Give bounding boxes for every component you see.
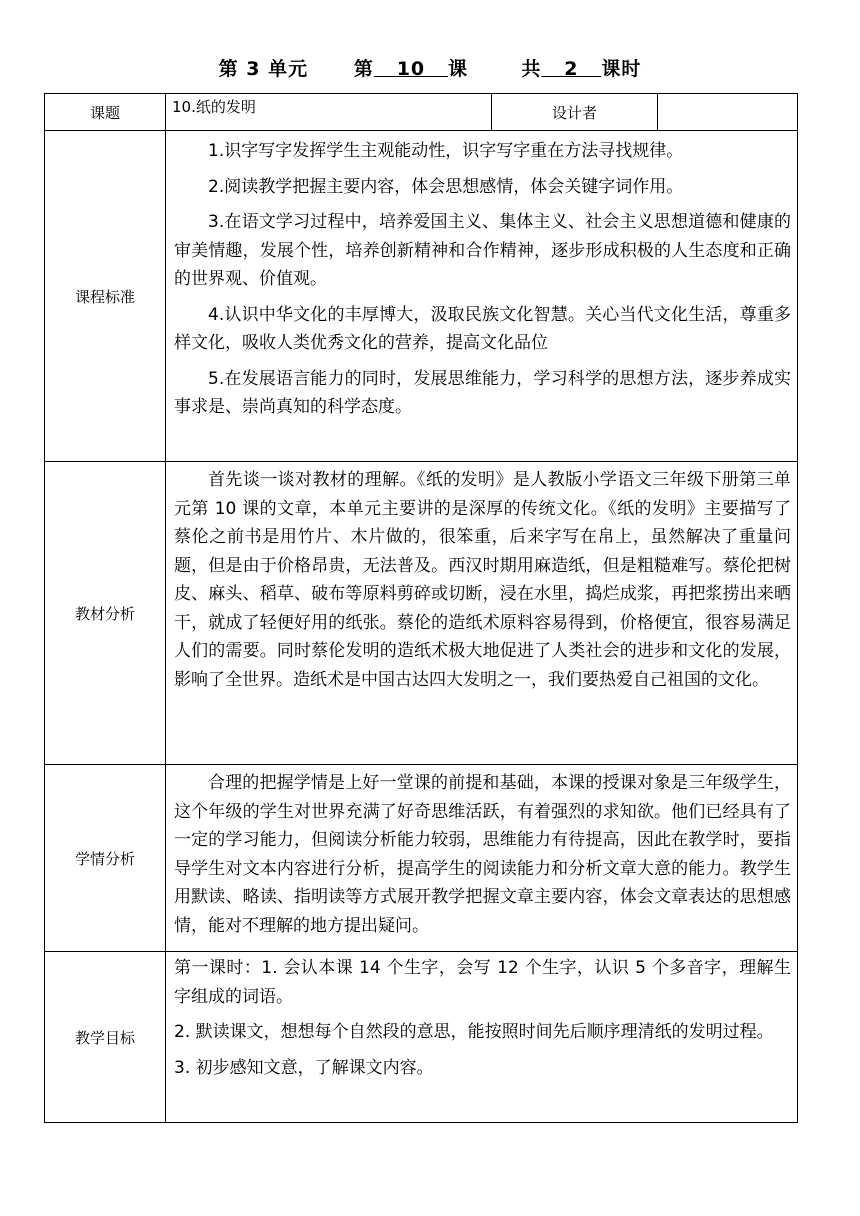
topic-label: 课题 — [45, 94, 166, 131]
material-text: 首先谈一谈对教材的理解。《纸的发明》是人教版小学语文三年级下册第三单元第 10 课的文章，本单元主要讲的是深厚的传统文化。《纸的发明》主要描写了蔡伦之前书是用竹片、木片做的，很笨重，后来字写在帛上，虽然解决了重量问题，但是由于价格昂贵，无法普及。西汉时期用麻造纸，但是粗糙难写。蔡伦把树皮、麻头、稻草、破布等原料剪碎或切断，浸在水里，捣烂成浆，再把浆捞出来晒干，就成了轻便好用的纸张。蔡伦的造纸术原料容易得到，价格便宜，很容易满足人们的需要。同时蔡伦发明的造纸术极大地促进了人类社会的进步和文化的发展，影响了全世界。造纸术是中国古达四大发明之一，我们要热爱自己祖国的文化。 — [174, 470, 791, 690]
designer-value — [658, 94, 798, 131]
topic-value: 10.纸的发明 — [166, 94, 492, 131]
standard-item: 3.在语文学习过程中，培养爱国主义、集体主义、社会主义思想道德和健康的审美情趣，发展个性，培养创新精神和合作精神，逐步形成积极的人生态度和正确的世界观、价值观。 — [174, 212, 791, 289]
student-label: 学情分析 — [45, 765, 166, 952]
designer-label: 设计者 — [492, 94, 658, 131]
topic-row — [45, 94, 798, 131]
standards-row — [45, 131, 798, 462]
student-text: 合理的把握学情是上好一堂课的前提和基础，本课的授课对象是三年级学生，这个年级的学生对世界充满了好奇思维活跃，有着强烈的求知欲。他们已经具有了一定的学习能力，但阅读分析能力较弱，思维能力有待提高，因此在教学时，要指导学生对文本内容进行分析，提高学生的阅读能力和分析文章大意的能力。教学生用默读、略读、指明读等方式展开教学把握文章主要内容，体会文章表达的思想感情，能对不理解的地方提出疑问。 — [174, 773, 791, 936]
goals-cell — [166, 952, 798, 1123]
page-header — [0, 54, 860, 81]
material-cell — [166, 462, 798, 765]
lesson-number: 10 — [396, 58, 426, 80]
goals-label: 教学目标 — [45, 952, 166, 1123]
standards-cell — [166, 131, 798, 462]
student-row — [45, 765, 798, 952]
standard-item: 4.认识中华文化的丰厚博大，汲取民族文化智慧。关心当代文化生活，尊重多样文化，吸收人类优秀文化的营养，提高文化品位 — [174, 304, 791, 353]
material-row — [45, 462, 798, 765]
unit-text: 第 3 单元 — [218, 58, 309, 80]
goals-row — [45, 952, 798, 1123]
periods-number: 2 — [564, 58, 579, 80]
standards-label: 课程标准 — [45, 131, 166, 462]
standard-item: 5.在发展语言能力的同时，发展思维能力，学习科学的思想方法，逐步养成实事求是、崇尚真知的科学态度。 — [174, 368, 791, 417]
material-label: 教材分析 — [45, 462, 166, 765]
lesson-suffix: 课 — [448, 58, 469, 80]
periods-prefix: 共 — [521, 58, 542, 80]
standard-item: 2.阅读教学把握主要内容，体会思想感情，体会关键字词作用。 — [208, 176, 684, 197]
goal-item: 3. 初步感知文意，了解课文内容。 — [174, 1057, 434, 1078]
periods-suffix: 课时 — [601, 58, 642, 80]
standard-item: 1.识字写字发挥学生主观能动性，识字写字重在方法寻找规律。 — [208, 141, 684, 161]
goal-item: 2. 默读课文，想想每个自然段的意思，能按照时间先后顺序理清纸的发明过程。 — [174, 1022, 774, 1042]
lesson-prefix: 第 — [353, 58, 374, 80]
student-cell — [166, 765, 798, 952]
goal-item: 第一课时：1. 会认本课 14 个生字，会写 12 个生字，认识 5 个多音字，理解生字组成的词语。 — [174, 958, 791, 1007]
lesson-plan-table — [44, 93, 798, 1123]
